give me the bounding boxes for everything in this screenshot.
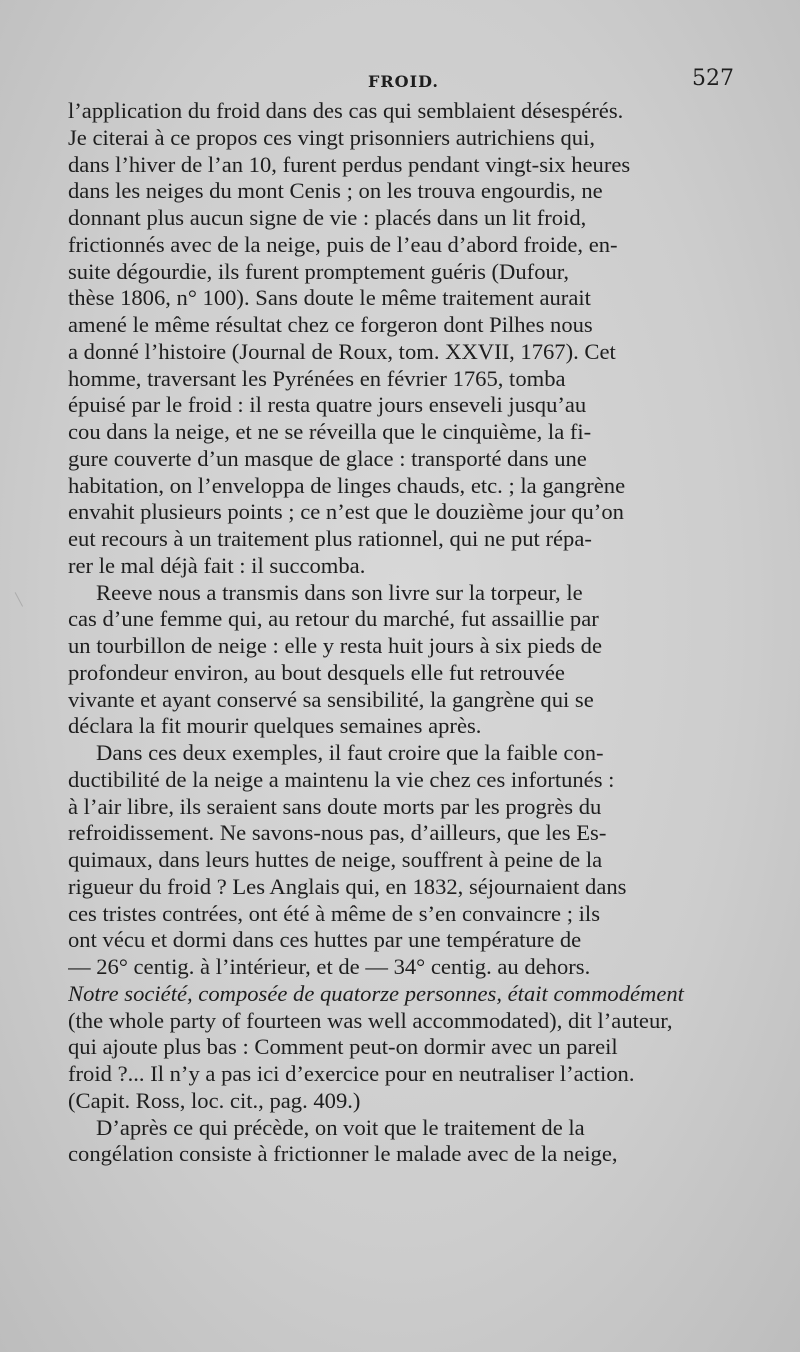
text-line: — 26° centig. à l’intérieur, et de — 34° centig. au dehors. bbox=[68, 954, 591, 979]
text-line: ces tristes contrées, ont été à même de s’en convaincre ; ils bbox=[68, 900, 601, 926]
text-line: froid ?... Il n’y a pas ici d’exercice pour en neutraliser l’action. bbox=[68, 1061, 635, 1086]
text-line: l’application du froid dans des cas qui semblaient désespérés. bbox=[68, 98, 624, 123]
paragraph-start-line: Reeve nous a transmis dans son livre sur la torpeur, le bbox=[96, 579, 583, 605]
text-line: amené le même résultat chez ce forgeron dont Pilhes nous bbox=[68, 312, 593, 337]
text-line: envahit plusieurs points ; ce n’est que le douzième jour qu’on bbox=[68, 499, 624, 525]
text-line: eut recours à un traitement plus rationnel, qui ne put répa- bbox=[68, 526, 592, 551]
text-line: quimaux, dans leurs huttes de neige, souffrent à peine de la bbox=[68, 847, 603, 872]
text-line: ductibilité de la neige a maintenu la vie chez ces infortunés : bbox=[68, 766, 615, 792]
paragraph-start-line: Dans ces deux exemples, il faut croire que la faible con- bbox=[96, 740, 604, 765]
paragraph-start-line: D’après ce qui précède, on voit que le traitement de la bbox=[96, 1114, 585, 1140]
text-line: profondeur environ, au bout desquels elle fut retrouvée bbox=[68, 659, 565, 685]
citation-line: (Capit. Ross, loc. cit., pag. 409.) bbox=[68, 1087, 361, 1113]
page-header bbox=[68, 66, 734, 94]
quotation-line: Notre société, composée de quatorze personnes, était commodément bbox=[68, 980, 684, 1006]
text-line: donnant plus aucun signe de vie : placés dans un lit froid, bbox=[68, 205, 587, 230]
text-line: habitation, on l’enveloppa de linges chauds, etc. ; la gangrène bbox=[68, 472, 626, 498]
text-line: déclara la fit mourir quelques semaines après. bbox=[68, 713, 482, 739]
text-line: dans les neiges du mont Cenis ; on les trouva engourdis, ne bbox=[68, 178, 603, 204]
text-line: cas d’une femme qui, au retour du marché, fut assaillie par bbox=[68, 606, 599, 632]
text-line: gure couverte d’un masque de glace : transporté dans une bbox=[68, 445, 587, 471]
text-line: ont vécu et dormi dans ces huttes par une température de bbox=[68, 927, 582, 953]
text-line: a donné l’histoire (Journal de Roux, tom. XXVII, 1767). Cet bbox=[68, 338, 616, 364]
text-line: frictionnés avec de la neige, puis de l’eau d’abord froide, en- bbox=[68, 231, 618, 257]
text-line: Je citerai à ce propos ces vingt prisonniers autrichiens qui, bbox=[68, 124, 596, 150]
text-line: homme, traversant les Pyrénées en février 1765, tomba bbox=[68, 365, 566, 391]
text-line: épuisé par le froid : il resta quatre jours enseveli jusqu’au bbox=[68, 392, 587, 418]
text-line: congélation consiste à frictionner le malade avec de la neige, bbox=[68, 1141, 618, 1167]
text-line: cou dans la neige, et ne se réveilla que le cinquième, la fi- bbox=[68, 419, 592, 444]
text-line: suite dégourdie, ils furent promptement guéris (Dufour, bbox=[68, 258, 570, 284]
text-line: dans l’hiver de l’an 10, furent perdus pendant vingt-six heures bbox=[68, 151, 631, 177]
body-text bbox=[68, 98, 734, 1168]
running-head: FROID. bbox=[368, 72, 439, 91]
text-line: qui ajoute plus bas : Comment peut-on dormir avec un pareil bbox=[68, 1034, 618, 1060]
text-line: (the whole party of fourteen was well accommodated), dit l’auteur, bbox=[68, 1007, 673, 1033]
text-line: rer le mal déjà fait : il succomba. bbox=[68, 552, 366, 578]
text-line: à l’air libre, ils seraient sans doute morts par les progrès du bbox=[68, 793, 602, 819]
text-line: vivante et ayant conservé sa sensibilité, la gangrène qui se bbox=[68, 686, 594, 712]
margin-mark bbox=[15, 589, 29, 606]
page-number: 527 bbox=[692, 66, 734, 91]
text-line: un tourbillon de neige : elle y resta huit jours à six pieds de bbox=[68, 633, 602, 658]
text-line: thèse 1806, n° 100). Sans doute le même traitement aurait bbox=[68, 285, 591, 311]
text-line: rigueur du froid ? Les Anglais qui, en 1832, séjournaient dans bbox=[68, 873, 627, 899]
text-line: refroidissement. Ne savons-nous pas, d’ailleurs, que les Es- bbox=[68, 820, 607, 846]
